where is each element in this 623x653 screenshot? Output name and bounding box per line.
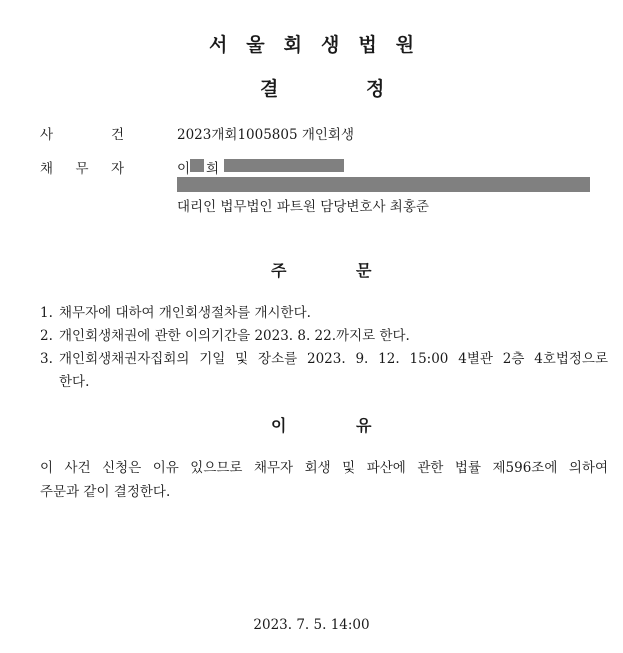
reason-heading: [0, 413, 623, 435]
debtor-name-first: 이: [177, 161, 191, 177]
order-item-text: 개인회생채권자집회의 기일 및 장소를 2023. 9. 12. 15:00 4별관 2층 4호법정으로: [59, 351, 608, 367]
reason-line: 주문과 같이 결정한다.: [40, 484, 171, 500]
order-heading-left: 주: [271, 261, 287, 280]
debtor-name-last: 희: [206, 161, 220, 177]
decision-date: 2023. 7. 5. 14:00: [253, 617, 370, 633]
debtor-agent: 대리인 법무법인 파트원 담당변호사 최홍준: [177, 199, 429, 215]
order-item-number: 1.: [40, 305, 53, 321]
reason-line: 이 사건 신청은 이유 있으므로 채무자 회생 및 파산에 관한 법률 제596조에 의하여: [40, 460, 608, 476]
order-item-text: 개인회생채권에 관한 이의기간을 2023. 8. 22.까지로 한다.: [59, 328, 410, 344]
order-item-number: 2.: [40, 328, 53, 344]
redaction-box: [190, 159, 204, 172]
order-item: [40, 324, 608, 344]
order-item-number: 3.: [40, 351, 53, 367]
order-item-continuation: 한다.: [59, 374, 90, 390]
redaction-box: [224, 159, 344, 172]
order-heading: [0, 258, 623, 280]
debtor-label: 채 무 자: [40, 161, 124, 177]
document-title-right: 정: [366, 78, 385, 100]
order-item: [40, 347, 608, 367]
reason-heading-left: 이: [271, 416, 287, 435]
case-value: 2023개회1005805 개인회생: [177, 127, 355, 143]
case-label: 사 건: [40, 127, 124, 143]
order-heading-right: 문: [356, 261, 372, 280]
document-title-left: 결: [260, 78, 279, 100]
document-title: [0, 74, 623, 98]
court-name: 서울회생법원: [208, 34, 434, 56]
reason-heading-right: 유: [356, 416, 372, 435]
order-item: [40, 301, 608, 321]
redaction-box-address: [177, 177, 590, 192]
order-item-text: 채무자에 대하여 개인회생절차를 개시한다.: [59, 305, 311, 321]
